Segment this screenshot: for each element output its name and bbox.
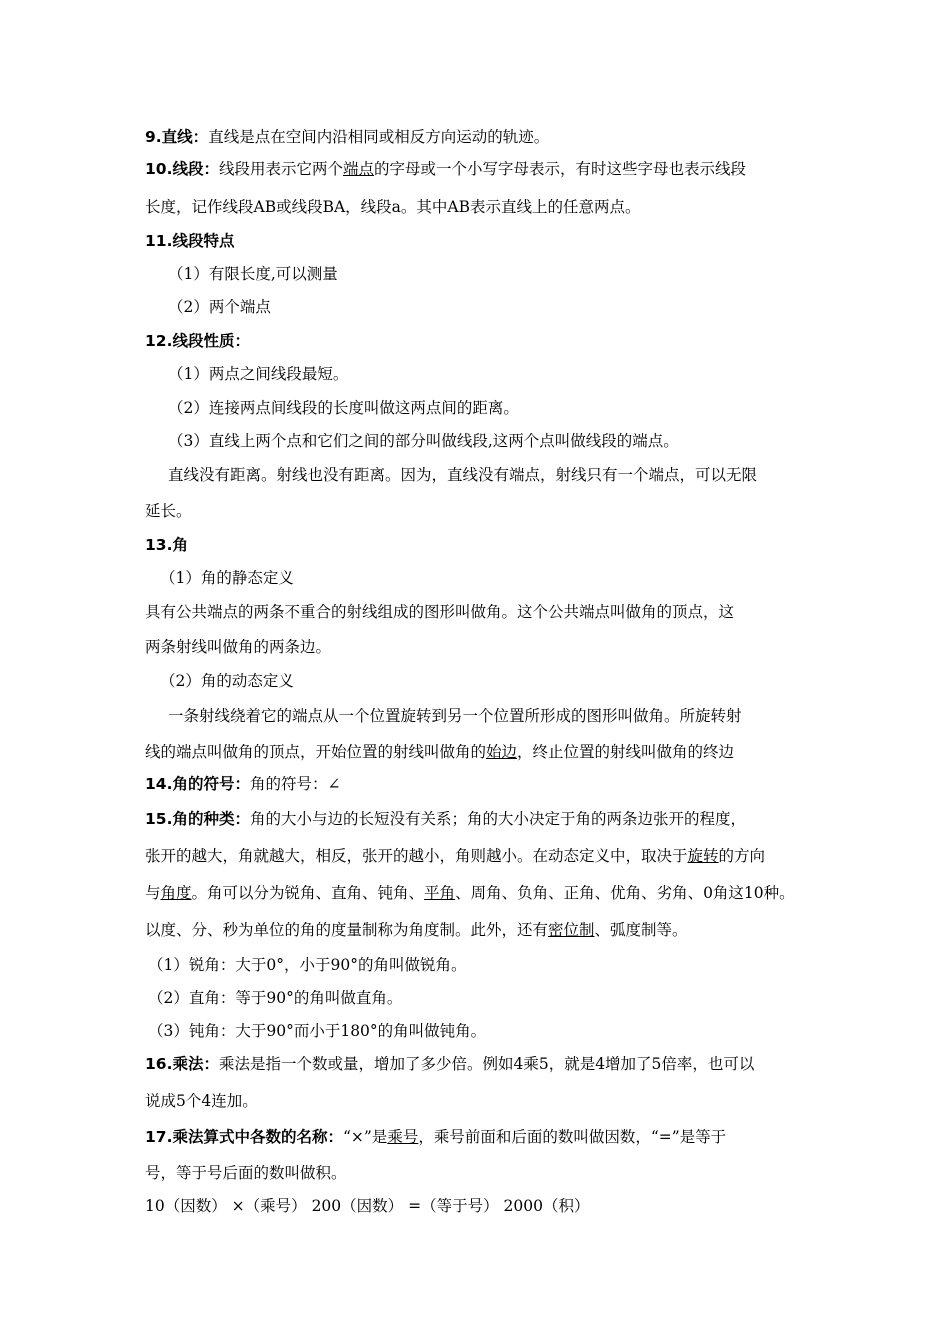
- section-13-subheading: （1）角的静态定义: [160, 569, 294, 587]
- section-17-text-1b: ，乘号前面和后面的数叫做因数，“=”是等于: [418, 1128, 727, 1146]
- section-11-title: 11.线段特点: [145, 232, 235, 250]
- section-12-note: 直线没有距离。射线也没有距离。因为，直线没有端点，射线只有一个端点，可以无限: [168, 466, 758, 484]
- angle-degree-link[interactable]: 角度: [160, 884, 192, 902]
- initial-side-link[interactable]: 始边: [486, 743, 518, 761]
- section-15-line-3: [145, 882, 810, 904]
- section-13-dynamic-text-b: ，终止位置的射线叫做角的终边: [517, 743, 735, 761]
- section-10-text-b: 的字母或一个小写字母表示，有时这些字母也表示线段: [374, 160, 747, 178]
- endpoint-link[interactable]: 端点: [342, 160, 374, 178]
- section-16-title: 16.乘法：: [145, 1055, 219, 1073]
- section-15-title: 15.角的种类：: [145, 810, 250, 828]
- section-12-item: （2）连接两点间线段的长度叫做这两点间的距离。: [168, 399, 519, 417]
- section-12-item: （1）两点之间线段最短。: [168, 365, 349, 383]
- section-13-static-def-cont: 两条射线叫做角的两条边。: [145, 638, 332, 656]
- section-17-text-1a: “×”是: [342, 1128, 388, 1146]
- multiplication-sign-link[interactable]: 乘号: [387, 1128, 419, 1146]
- straight-angle-link[interactable]: 平角: [424, 884, 456, 902]
- section-10-title: 10.线段：: [145, 160, 219, 178]
- section-13-title: 13.角: [145, 536, 188, 554]
- section-15-item: （1）锐角：大于0°，小于90°的角叫做锐角。: [148, 956, 467, 974]
- section-17-title: 17.乘法算式中各数的名称：: [145, 1128, 343, 1146]
- section-10-line-2: 长度，记作线段AB或线段BA，线段a。其中AB表示直线上的任意两点。: [145, 198, 641, 216]
- section-14-text: 角的符号：∠: [249, 775, 341, 793]
- section-15-text-3c: 、周角、负角、正角、优角、劣角、0角这10种。: [455, 884, 795, 902]
- section-13-static-def: 具有公共端点的两条不重合的射线组成的图形叫做角。这个公共端点叫做角的顶点，这: [145, 603, 735, 621]
- mil-system-link[interactable]: 密位制: [548, 921, 595, 939]
- section-17-line-1: [145, 1126, 810, 1148]
- section-12-note-cont: 延长。: [145, 502, 192, 520]
- section-9-title: 9.直线：: [145, 128, 209, 146]
- section-15-item: （2）直角：等于90°的角叫做直角。: [148, 989, 403, 1007]
- section-15-text-2b: 的方向: [718, 847, 766, 865]
- section-11-item: （2）两个端点: [168, 298, 271, 316]
- section-15-text-4a: 以度、分、秒为单位的角的度量制称为角度制。此外，还有: [145, 921, 549, 939]
- section-11-item: （1）有限长度,可以测量: [168, 265, 338, 283]
- section-9: [145, 126, 810, 148]
- section-10-text-a: 线段用表示它两个: [218, 160, 343, 178]
- section-15-text-3b: 。角可以分为锐角、直角、钝角、: [191, 884, 425, 902]
- section-13-dynamic-def-cont: [145, 741, 810, 763]
- rotation-link[interactable]: 旋转: [687, 847, 719, 865]
- section-15-line-4: [145, 919, 810, 941]
- section-13-dynamic-def: 一条射线绕着它的端点从一个位置旋转到另一个位置所形成的图形叫做角。所旋转射: [168, 707, 742, 725]
- section-15-text-1: 角的大小与边的长短没有关系；角的大小决定于角的两条边张开的程度，: [249, 810, 746, 828]
- section-15-text-3a: 与: [145, 884, 161, 902]
- section-13-subheading: （2）角的动态定义: [160, 672, 294, 690]
- section-14-title: 14.角的符号：: [145, 775, 250, 793]
- section-15-text-4b: 、弧度制等。: [594, 921, 688, 939]
- section-15-text-2a: 张开的越大，角就越大，相反，张开的越小，角则越小。在动态定义中，取决于: [145, 847, 688, 865]
- section-9-text: 直线是点在空间内沿相同或相反方向运动的轨迹。: [208, 128, 550, 146]
- section-10-line-1: [145, 158, 810, 180]
- section-16-line-1: [145, 1053, 810, 1075]
- section-16-line-2: 说成5个4连加。: [145, 1092, 258, 1110]
- section-15-line-1: [145, 808, 810, 830]
- section-15-item: （3）钝角：大于90°而小于180°的角叫做钝角。: [148, 1022, 487, 1040]
- section-15-line-2: [145, 845, 810, 867]
- section-12-title: 12.线段性质：: [145, 332, 250, 350]
- section-13-dynamic-text-a: 线的端点叫做角的顶点，开始位置的射线叫做角的: [145, 743, 487, 761]
- section-17-line-2: 号，等于号后面的数叫做积。: [145, 1164, 347, 1182]
- section-14: [145, 773, 810, 795]
- section-12-item: （3）直线上两个点和它们之间的部分叫做线段,这两个点叫做线段的端点。: [168, 432, 679, 450]
- section-16-text-1: 乘法是指一个数或量，增加了多少倍。例如4乘5，就是4增加了5倍率，也可以: [218, 1055, 755, 1073]
- section-17-example: 10（因数） ×（乘号） 200（因数） =（等于号） 2000（积）: [145, 1197, 590, 1215]
